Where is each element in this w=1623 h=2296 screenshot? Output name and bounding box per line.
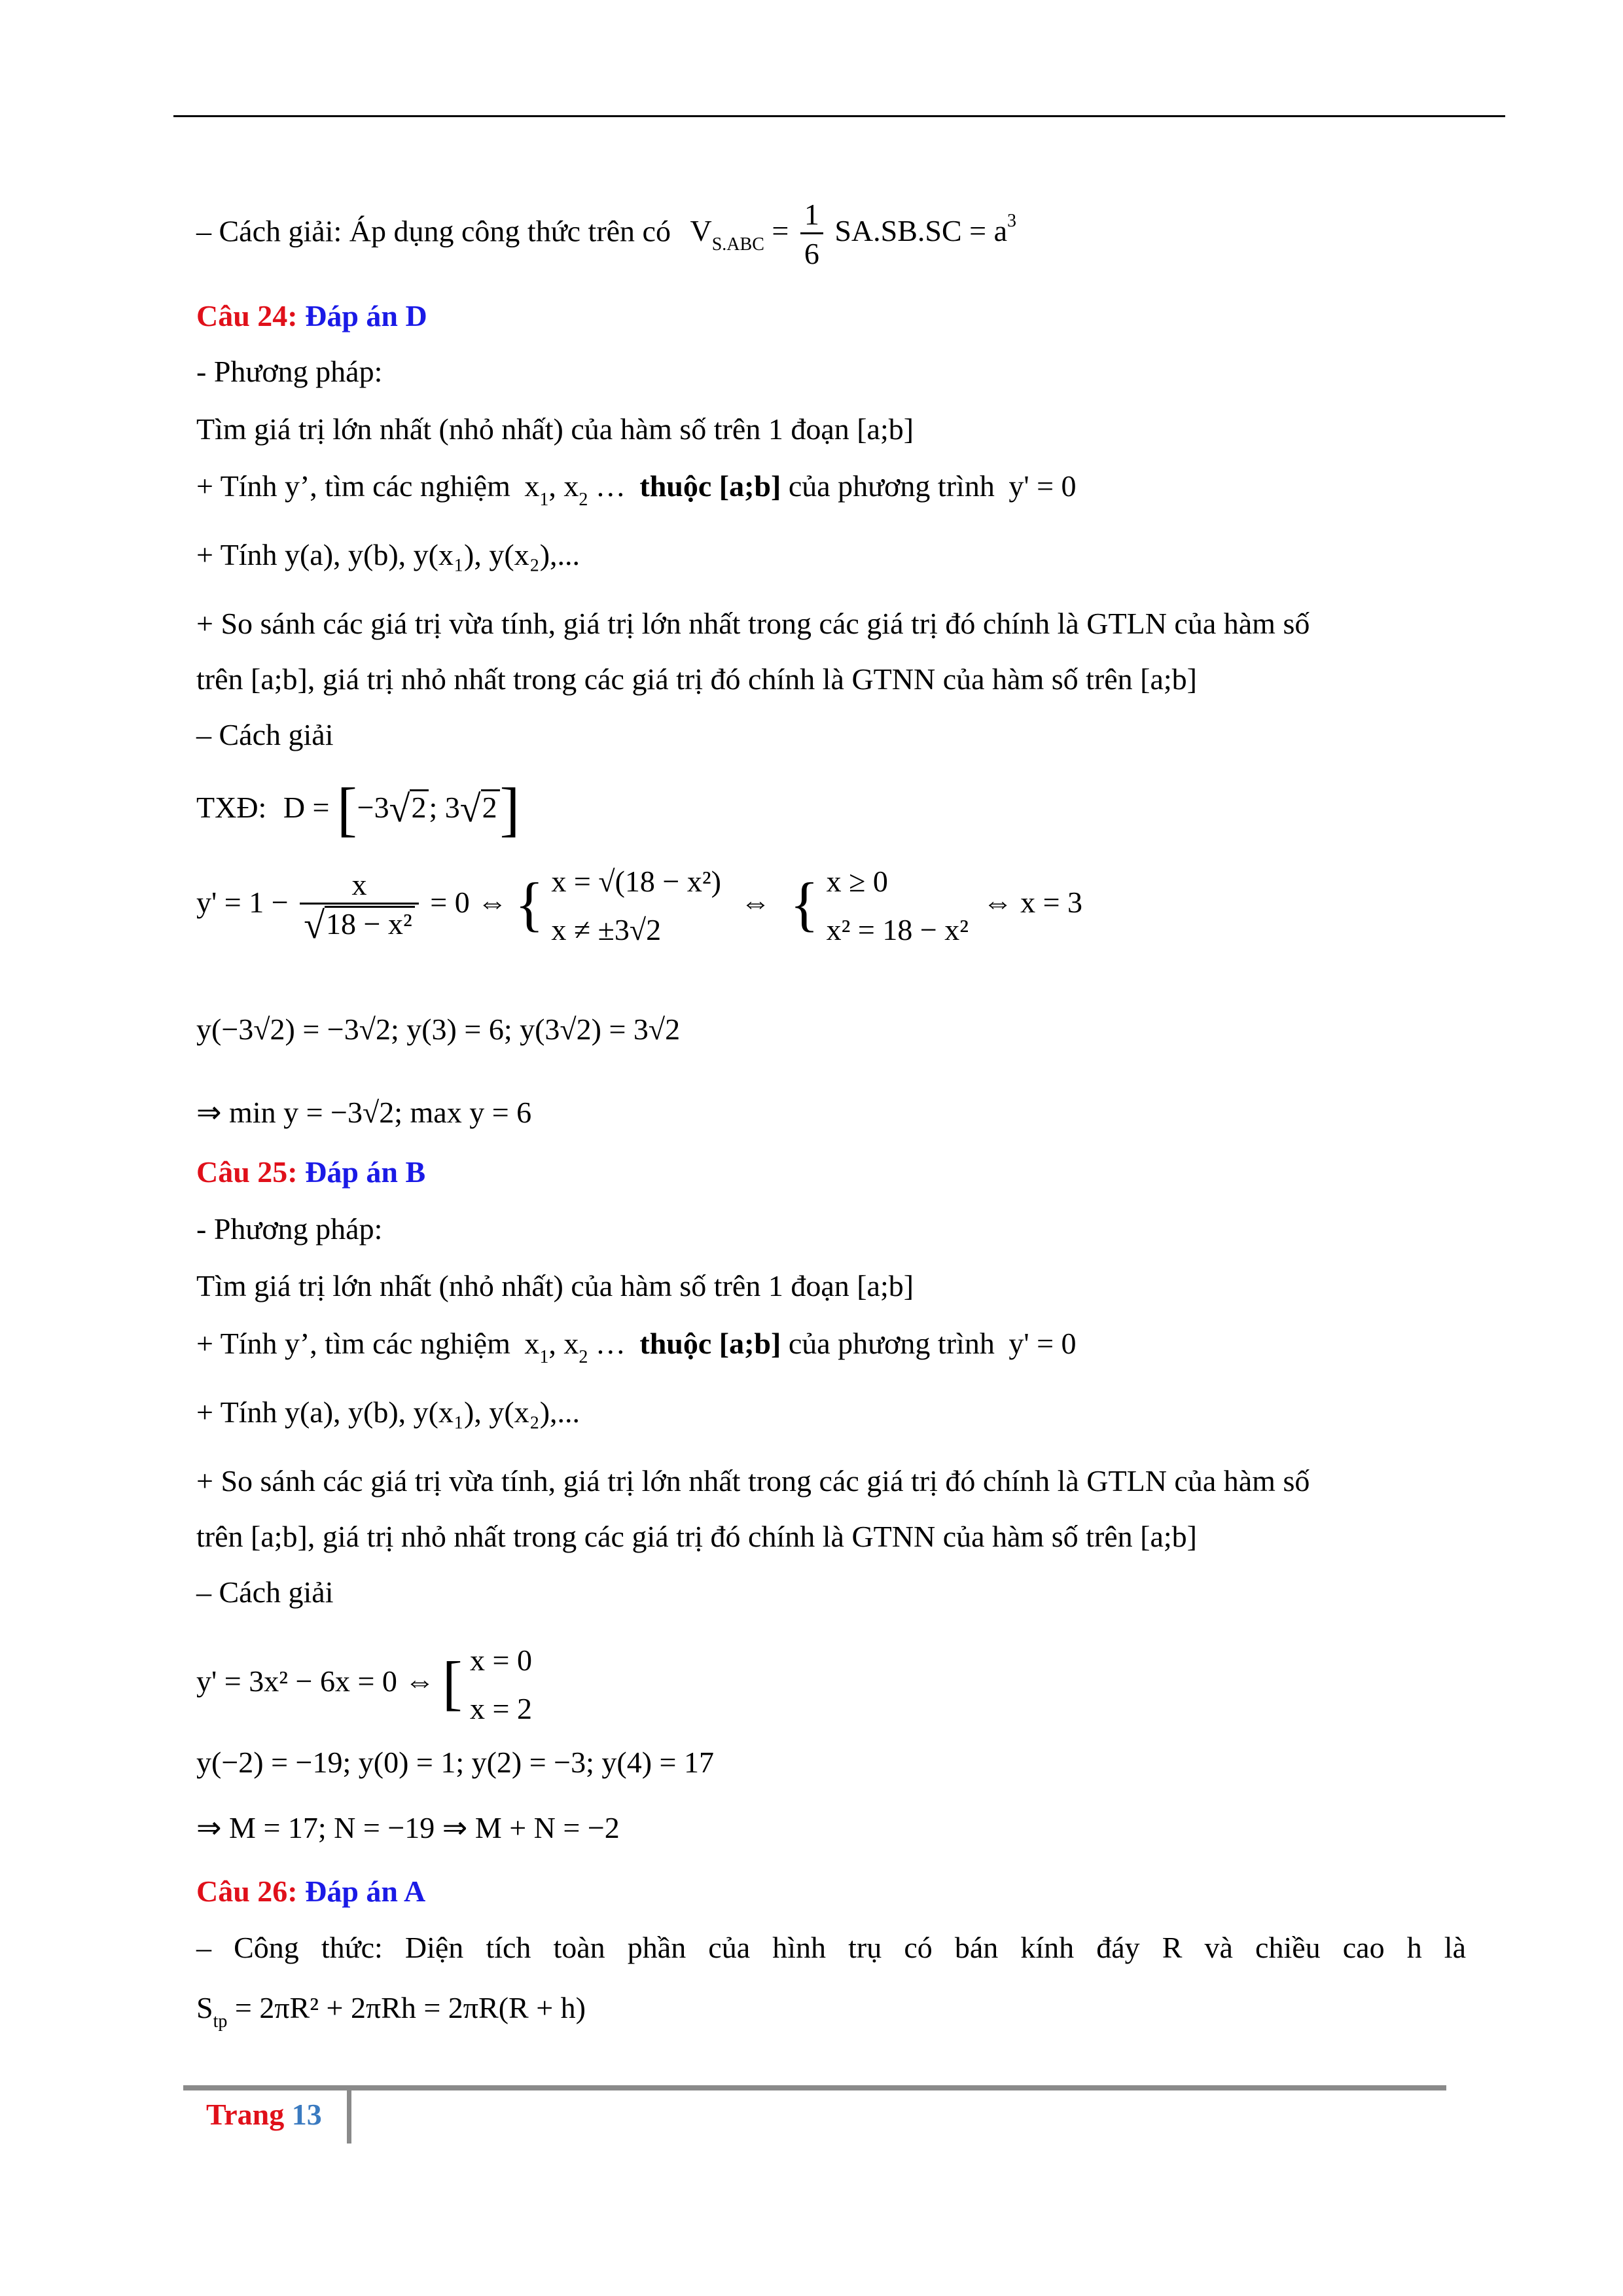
q26-formula-text: – Công thức: Diện tích toàn phần của hình trụ có bán kính đáy R và chiều cao h là: [196, 1931, 1466, 1964]
q26-heading: [196, 1873, 425, 1909]
q26-answer: Đáp án A: [305, 1874, 426, 1908]
header-rule: [173, 115, 1505, 117]
q24-values: y(−3√2) = −3√2; y(3) = 6; y(3√2) = 3√2: [196, 1013, 681, 1046]
q24-step1-bold: thuộc [a;b]: [639, 469, 781, 503]
area-symbol: S: [196, 1991, 213, 2024]
q26-area-formula: [196, 1990, 586, 2032]
q25-step1-suffix: của phương trình: [788, 1327, 995, 1360]
q24-label: Câu 24:: [196, 299, 306, 332]
q26-label: Câu 26:: [196, 1874, 306, 1908]
q25-step1: [196, 1325, 1077, 1367]
q24-step1: [196, 468, 1077, 510]
q25-root2: x = 2: [470, 1691, 532, 1725]
q25-answer: Đáp án B: [305, 1155, 426, 1189]
q24-find: Tìm giá trị lớn nhất (nhỏ nhất) của hàm số trên 1 đoạn [a;b]: [196, 412, 914, 446]
derivative-lhs: y' = 1 −: [196, 886, 289, 920]
volume-subscript: S.ABC: [711, 234, 764, 255]
sys2-top: x ≥ 0: [826, 865, 888, 898]
page-value: 13: [291, 2098, 322, 2131]
q24-domain: [196, 776, 520, 842]
footer-rule: [183, 2085, 1446, 2090]
q25-label: Câu 25:: [196, 1155, 306, 1189]
derivative-denominator: √18 − x²: [300, 903, 419, 944]
fraction-denominator: 6: [800, 232, 823, 272]
derivative-numerator: x: [351, 868, 367, 901]
q25-step1-bold: thuộc [a;b]: [639, 1327, 781, 1360]
q24-heading: [196, 298, 427, 334]
q24-step2: + Tính y(a), y(b), y(x₁), y(x₂),...: [196, 538, 580, 571]
fraction-numerator: 1: [804, 198, 819, 231]
q24-derivative: y' = 1 − $\frac{x}{\text{√18 − x²}}$ = 0 ⇔ { x = √(18 − x²) x ≠ ±3√2 ⇔ { x ≥ 0 x² = 18 − x² ⇔ x = 3: [196, 857, 1082, 954]
q24-answer: Đáp án D: [305, 299, 427, 332]
page-label: Trang: [206, 2098, 292, 2131]
q24-solve: – Cách giải: [196, 718, 334, 751]
q25-roots: $x_1$, $x_2$ …: [524, 1327, 626, 1367]
volume-exponent: 3: [1007, 211, 1017, 232]
derivative-fraction: [300, 867, 419, 947]
q25-derivative: y' = 3x² − 6x = 0 ⇔ [ x = 0 x = 2: [196, 1636, 532, 1732]
q25-step3a: + So sánh các giá trị vừa tính, giá trị lớn nhất trong các giá trị đó chính là GTLN của hàm số: [196, 1464, 1310, 1498]
q25-root1: x = 0: [470, 1643, 532, 1677]
intro-formula-line: [196, 196, 1016, 272]
sys1-bot: x ≠ ±3√2: [551, 912, 662, 946]
q24-roots: $x_1$, $x_2$ …: [524, 469, 626, 510]
sys1-top: x = √(18 − x²): [551, 865, 721, 898]
q25-step1-prefix: + Tính y’, tìm các nghiệm: [196, 1327, 510, 1360]
q24-step3b: trên [a;b], giá trị nhỏ nhất trong các giá trị đó chính là GTNN của hàm số trên [a;b]: [196, 662, 1197, 696]
q24-system-2: [827, 857, 969, 954]
q24-result-x: ⇔ x = 3: [982, 886, 1083, 920]
q25-step2: + Tính y(a), y(b), y(x₁), y(x₂),...: [196, 1395, 580, 1429]
q24-step1-eq: y' = 0: [1008, 469, 1077, 503]
q25-step1-eq: y' = 0: [1008, 1327, 1077, 1360]
q24-conclusion: ⇒ min y = −3√2; max y = 6: [196, 1096, 532, 1129]
q25-step3b: trên [a;b], giá trị nhỏ nhất trong các giá trị đó chính là GTNN của hàm số trên [a;b]: [196, 1520, 1197, 1553]
q25-find: Tìm giá trị lớn nhất (nhỏ nhất) của hàm số trên 1 đoạn [a;b]: [196, 1269, 914, 1302]
volume-symbol: V: [690, 214, 712, 248]
q24-step1-suffix: của phương trình: [788, 469, 995, 503]
one-sixth-fraction: [800, 196, 823, 272]
q24-system-1: [551, 857, 721, 954]
q25-derivative-expr: y' = 3x² − 6x = 0 ⇔: [196, 1664, 435, 1698]
q25-values: y(−2) = −19; y(0) = 1; y(2) = −3; y(4) = 17: [196, 1746, 714, 1779]
q25-method: - Phương pháp:: [196, 1212, 383, 1246]
q25-solve: – Cách giải: [196, 1575, 334, 1609]
domain-expression: D = [−3√2; 3√2]: [283, 776, 520, 842]
area-subscript: tp: [213, 2011, 228, 2032]
volume-rhs: SA.SB.SC = a: [834, 214, 1008, 248]
footer-divider: [347, 2088, 351, 2144]
volume-formula: $V_{S.ABC}$ = $\frac{1}{6}$ $SA.SB.SC = a^3$: [690, 214, 1016, 247]
intro-text: – Cách giải: Áp dụng công thức trên có: [196, 214, 671, 248]
area-rhs: = 2πR² + 2πRh = 2πR(R + h): [234, 1991, 586, 2024]
page-number: [206, 2097, 322, 2132]
q24-step1-prefix: + Tính y’, tìm các nghiệm: [196, 469, 510, 503]
domain-label: TXĐ:: [196, 791, 267, 824]
q24-method: - Phương pháp:: [196, 355, 383, 388]
q25-roots-set: [470, 1636, 532, 1732]
q25-conclusion: ⇒ M = 17; N = −19 ⇒ M + N = −2: [196, 1811, 620, 1844]
sys2-bot: x² = 18 − x²: [826, 912, 969, 946]
q24-step3a: + So sánh các giá trị vừa tính, giá trị lớn nhất trong các giá trị đó chính là GTLN của hàm số: [196, 607, 1310, 640]
q25-heading: [196, 1154, 425, 1190]
